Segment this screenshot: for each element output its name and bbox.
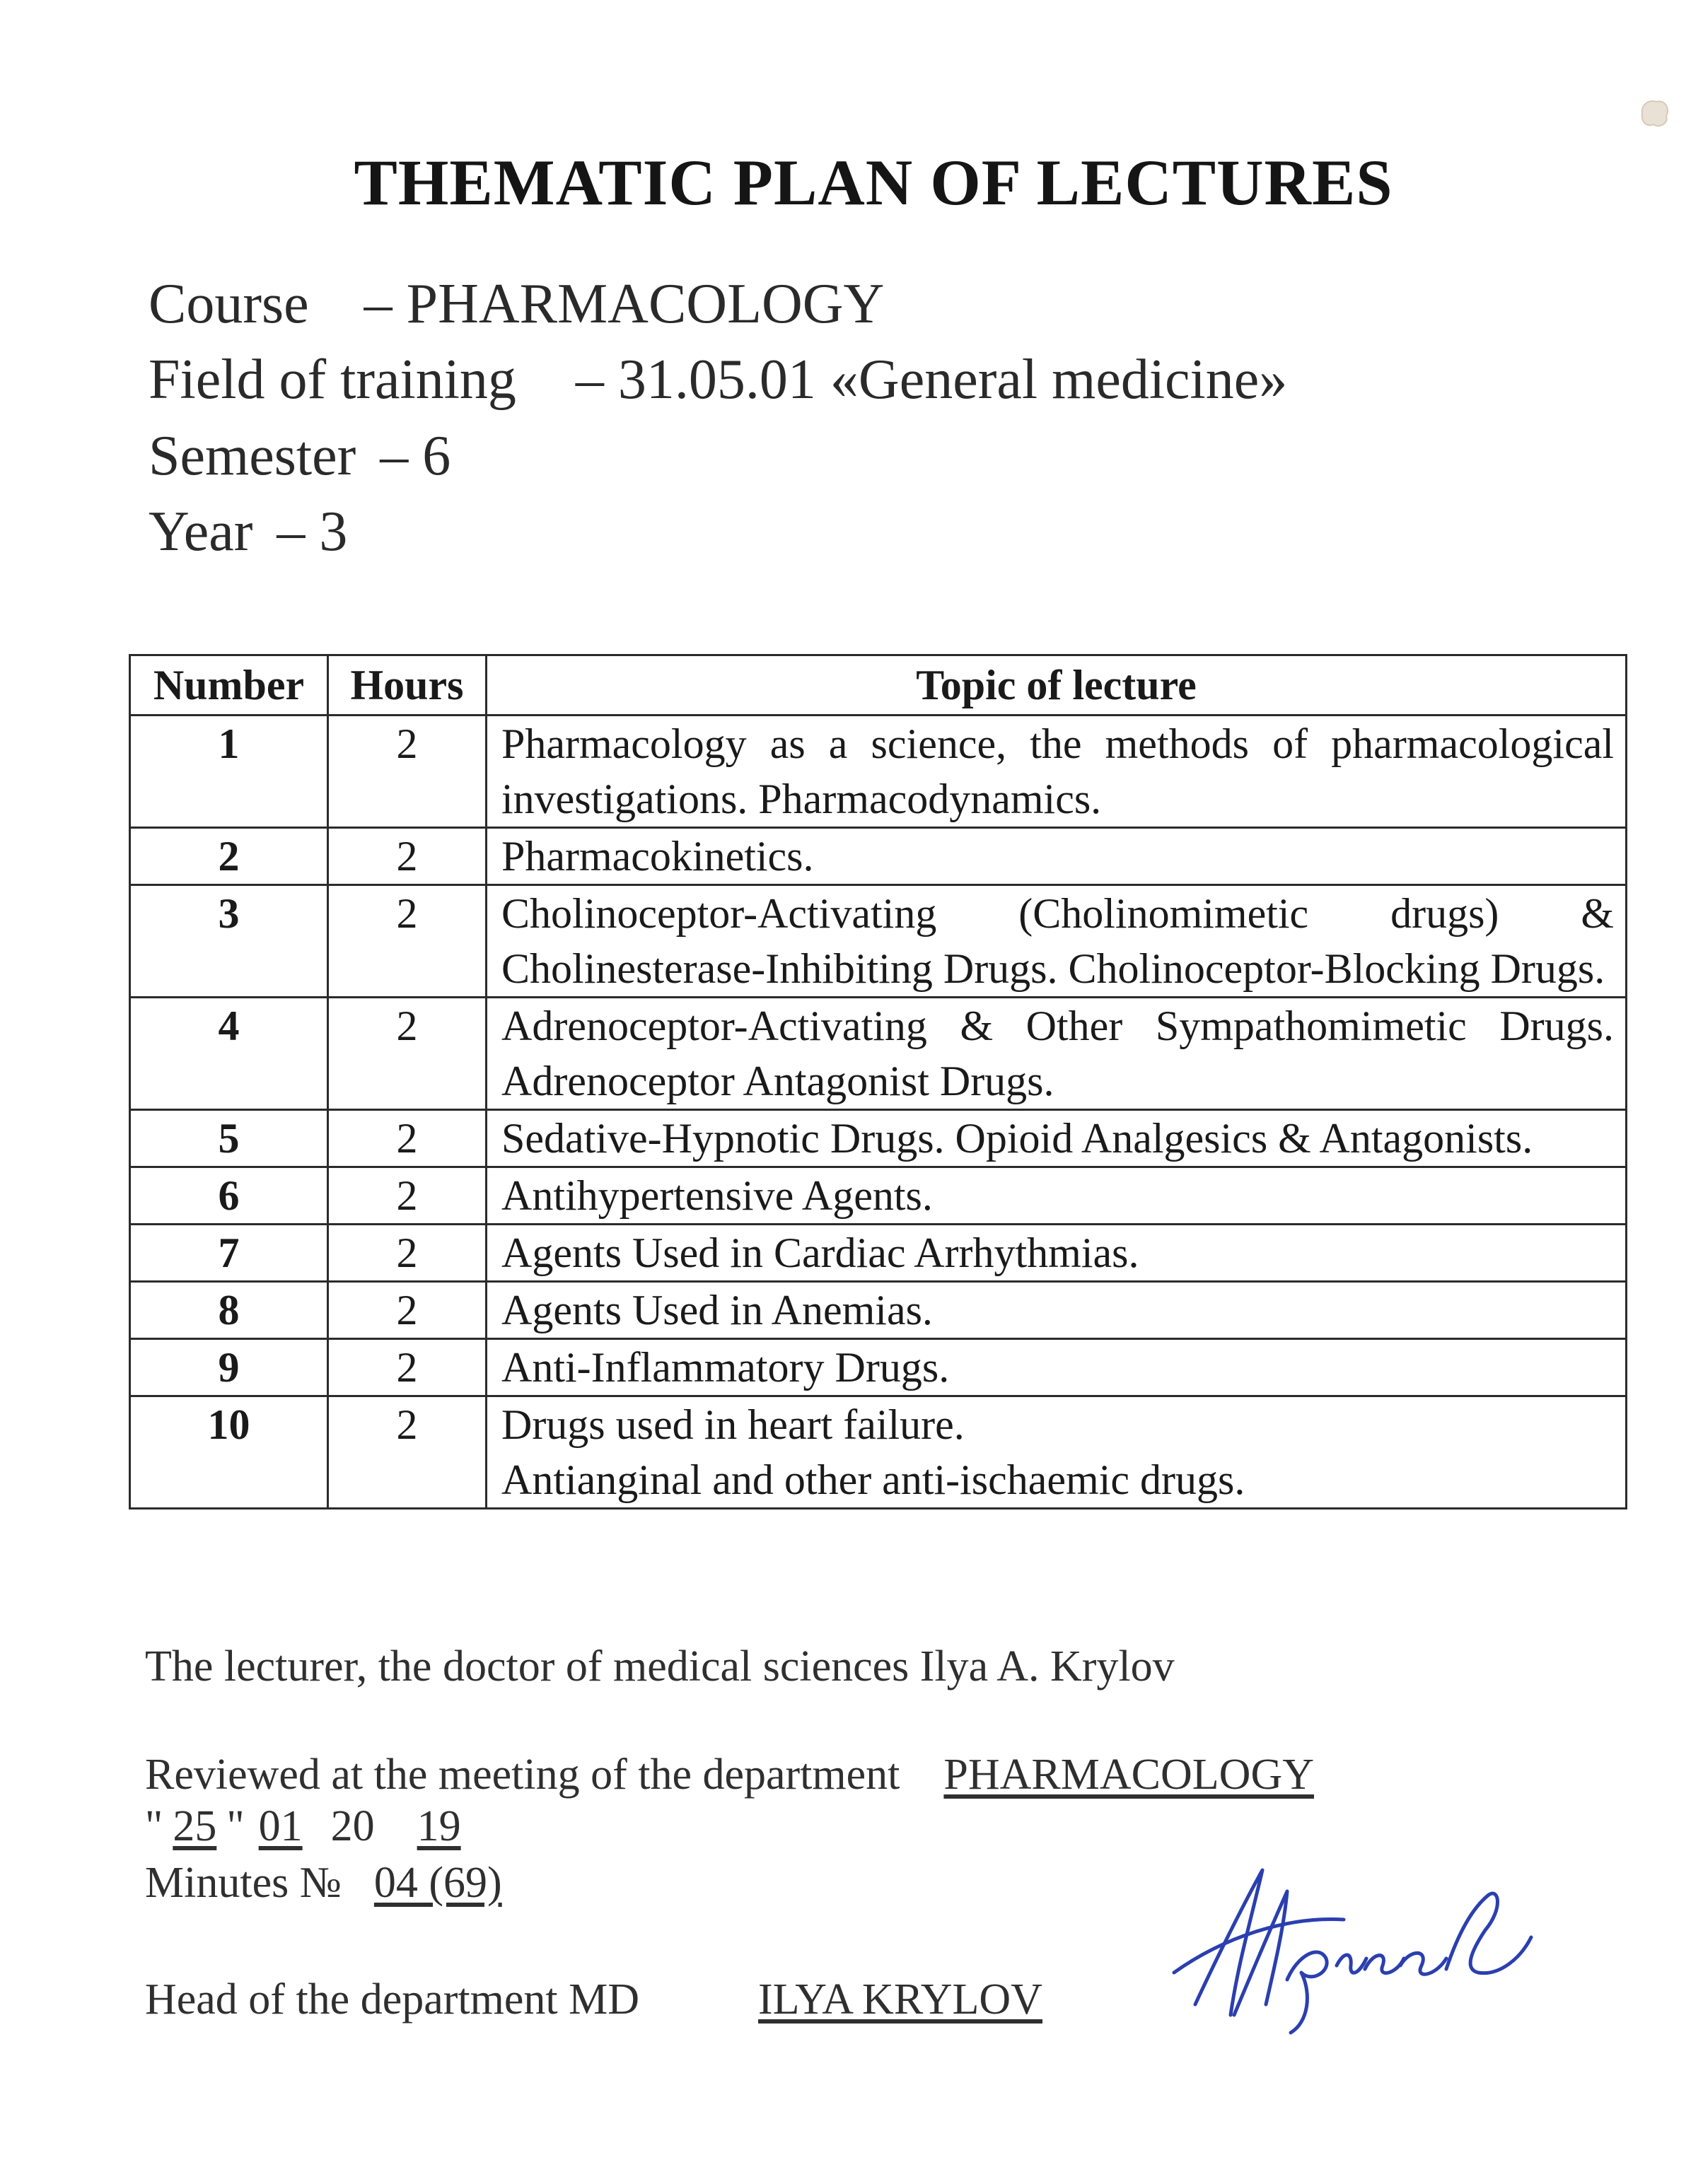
date-century: 20 [330, 1802, 375, 1850]
row-topic: Agents Used in Cardiac Arrhythmias. [487, 1225, 1627, 1282]
row-number: 5 [130, 1110, 328, 1167]
row-number: 2 [130, 828, 328, 885]
row-topic: Antihypertensive Agents. [487, 1167, 1627, 1225]
year-value: – 3 [277, 501, 348, 563]
semester-value: – 6 [380, 425, 451, 487]
field-label: Field of training [149, 349, 516, 411]
row-hours: 2 [328, 1167, 487, 1225]
semester-line [149, 424, 451, 489]
header-number: Number [130, 655, 328, 716]
row-number: 8 [130, 1282, 328, 1339]
handwritten-signature [1167, 1852, 1549, 2036]
row-topic: Pharmacokinetics. [487, 828, 1627, 885]
row-topic-line: Drugs used in heart failure. [501, 1401, 965, 1448]
row-hours: 2 [328, 885, 487, 998]
field-value: – 31.05.01 «General medicine» [575, 349, 1288, 411]
header-hours: Hours [328, 655, 487, 716]
reviewed-line [145, 1750, 1382, 1800]
table-row [130, 828, 1627, 885]
stain-mark [1634, 92, 1676, 134]
row-topic [487, 1396, 1627, 1509]
head-name: ILYA KRYLOV [757, 1975, 1042, 2024]
minutes-value: 04 (69) [373, 1859, 502, 1907]
document-title: THEMATIC PLAN OF LECTURES [354, 146, 1393, 218]
row-topic: Agents Used in Anemias. [487, 1282, 1627, 1339]
minutes-label: Minutes № [145, 1859, 342, 1907]
field-line [149, 348, 1287, 412]
date-year: 19 [417, 1802, 461, 1850]
lecture-plan-table [129, 654, 1627, 1509]
year-line [149, 500, 347, 564]
row-topic: Anti-Inflammatory Drugs. [487, 1339, 1627, 1396]
row-topic: Cholinoceptor-Activating (Cholinomimetic drugs) & Cholinesterase-Inhibiting Drugs. Cholinoceptor-Blocking Drugs. [487, 885, 1627, 998]
row-hours: 2 [328, 1282, 487, 1339]
row-hours: 2 [328, 998, 487, 1110]
row-topic: Adrenoceptor-Activating & Other Sympathomimetic Drugs. Adrenoceptor Antagonist Drugs. [487, 998, 1627, 1110]
head-label: Head of the department MD [145, 1975, 639, 2024]
row-number: 7 [130, 1225, 328, 1282]
table-row [130, 1110, 1627, 1167]
department-value: PHARMACOLOGY [943, 1751, 1314, 1799]
table-row [130, 1339, 1627, 1396]
course-value: – PHARMACOLOGY [364, 273, 885, 335]
table-row [130, 1282, 1627, 1339]
table-row [130, 998, 1627, 1110]
date-quote-open: " [145, 1802, 163, 1850]
row-hours: 2 [328, 1339, 487, 1396]
minutes-line [145, 1858, 549, 1908]
row-hours: 2 [328, 1110, 487, 1167]
row-hours: 2 [328, 828, 487, 885]
table-row [130, 1396, 1627, 1509]
row-number: 3 [130, 885, 328, 998]
table-row [130, 1225, 1627, 1282]
date-quote-close: " [226, 1802, 245, 1850]
table-header-row [130, 655, 1627, 716]
row-topic-line: Antianginal and other anti-ischaemic drugs. [501, 1456, 1245, 1503]
course-line [149, 272, 884, 337]
course-label: Course [149, 273, 309, 335]
table-row [130, 885, 1627, 998]
year-label: Year [149, 501, 253, 563]
row-number: 1 [130, 716, 328, 828]
row-hours: 2 [328, 1225, 487, 1282]
row-topic: Pharmacology as a science, the methods of pharmacological investigations. Pharmacodynamics. [487, 716, 1627, 828]
row-number: 10 [130, 1396, 328, 1509]
date-day: 25 [173, 1802, 217, 1850]
table-row [130, 1167, 1627, 1225]
row-number: 6 [130, 1167, 328, 1225]
date-month: 01 [258, 1802, 303, 1850]
row-hours: 2 [328, 716, 487, 828]
semester-label: Semester [149, 425, 356, 487]
date-line [145, 1801, 501, 1852]
header-topic: Topic of lecture [487, 655, 1627, 716]
row-hours: 2 [328, 1396, 487, 1509]
table-row [130, 716, 1627, 828]
row-topic: Sedative-Hypnotic Drugs. Opioid Analgesics & Antagonists. [487, 1110, 1627, 1167]
row-number: 9 [130, 1339, 328, 1396]
reviewed-label: Reviewed at the meeting of the department [145, 1751, 900, 1799]
row-number: 4 [130, 998, 328, 1110]
lecturer-line: The lecturer, the doctor of medical sciences Ilya A. Krylov [145, 1642, 1175, 1690]
